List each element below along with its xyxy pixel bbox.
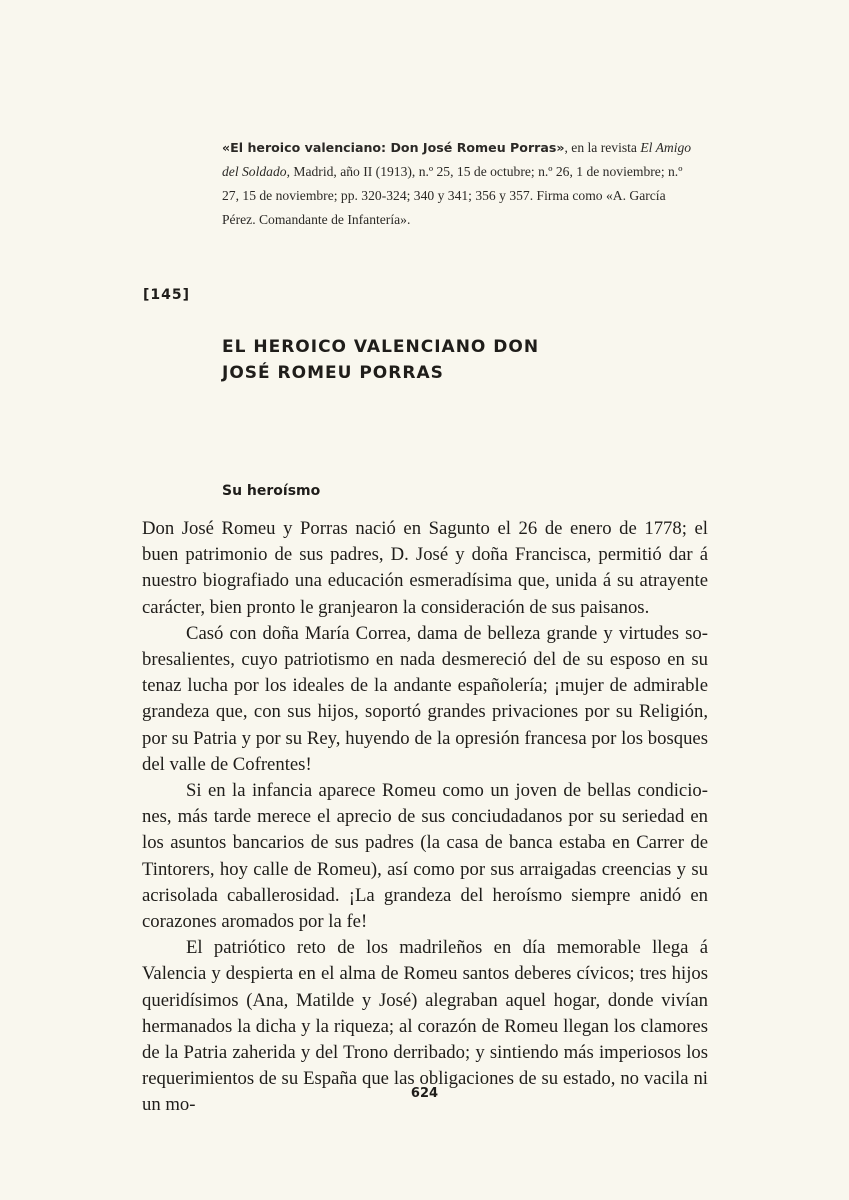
note-article-title: «El heroico valenciano: Don José Romeu Porras» — [222, 140, 565, 155]
note-journal-name: El Amigo del Soldado — [222, 140, 692, 179]
body-text — [142, 516, 708, 1119]
note-text-part-2: , Madrid, año II (1913), n.º 25, 15 de octubre; n.º 26, 1 de noviembre; n.º 27, 15 de noviembre; pp. 320-324; 340 y 341; 356 y 357. Firma como «A. García Pérez. Comandante de Infantería». — [222, 164, 683, 227]
original-page-reference: [145] — [143, 287, 191, 303]
chapter-title — [222, 334, 662, 386]
paragraph-1: Don José Romeu y Porras nació en Sagunto el 26 de enero de 1778; el buen patrimonio de sus padres, D. José y doña Francisca, permitió dar á nuestro biografiado una educación esmeradísima que, unida á su atrayente carácter, bien pronto le granjearon la consideración de sus paisanos. — [142, 518, 708, 618]
paragraph-2: Casó con doña María Correa, dama de belleza grande y virtudes sobresalientes, cuyo patriotismo en nada desmereció del de su esposo en su tenaz lucha por los ideales de la andante españolería; ¡mujer de admirable grandeza que, con sus hijos, soportó grandes privaciones por su Religión, por su Patria y por su Rey, huyendo de la opresión francesa por los bosques del valle de Cofrentes! — [142, 622, 708, 775]
section-heading: Su heroísmo — [222, 483, 321, 499]
note-text-part-1: , en la revista — [564, 140, 641, 155]
page-number: 624 — [410, 1086, 439, 1101]
paragraph-4: El patriótico reto de los madrileños en día memorable llega á Valencia y despierta en el alma de Romeu santos deberes cívicos; tres hijos queridísimos (Ana, Matilde y José) alegraban aquel hogar, donde vivían hermanados la dicha y la riqueza; al corazón de Romeu llegan los clamores de la Patria zaherida y del Trono derribado; y sintiendo más imperiosos los requerimientos de su España que las obligaciones de su estado, no vacila ni un mo- — [142, 937, 708, 1116]
chapter-title-line-2: JOSÉ ROMEU PORRAS — [222, 363, 444, 383]
chapter-title-line-1: EL HEROICO VALENCIANO DON — [222, 337, 540, 357]
bibliographic-note — [222, 136, 702, 232]
paragraph-3: Si en la infancia aparece Romeu como un joven de bellas condiciones, más tarde merece el aprecio de sus conciudadanos por su seriedad en los asuntos bancarios de sus padres (la casa de banca estaba en Carrer de Tintorers, hoy calle de Romeu), así como por sus arraigadas creencias y su acrisolada caballerosidad. ¡La grandeza del heroísmo siempre anidó en corazones aromados por la fe! — [142, 780, 708, 933]
